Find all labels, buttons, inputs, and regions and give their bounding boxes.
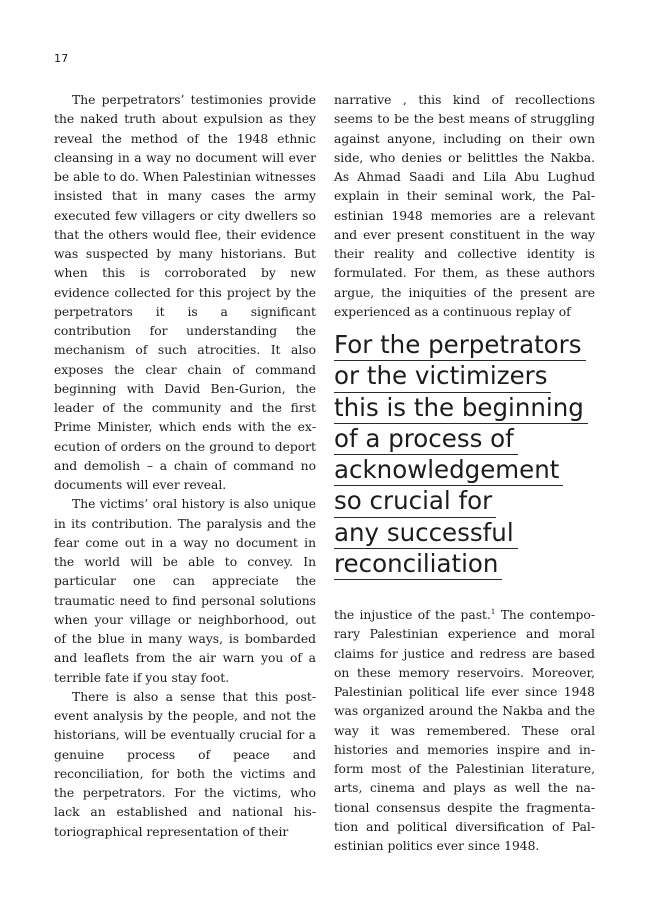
right-column-top (334, 91, 595, 322)
right-column-bottom (334, 606, 595, 856)
pull-quote-line: acknowledgement (334, 455, 563, 486)
pull-quote-line: For the perpetrators (334, 330, 586, 361)
paragraph-post-event-analysis: There is also a sense that this post-event analysis by the people, and not the historians, will be eventually crucial for a genuine process of peace and reconciliation, for both the victims and the perpetrators. For the victims, who lack an established and national historiographical representation of their (54, 689, 316, 839)
pull-quote-line: reconciliation (334, 549, 502, 580)
paragraph-victims-oral-history: The victims’ oral history is also unique in its contribution. The paralysis and the fear come out in a way no document in the world will be able to convey. In particular one can appreciate the traumatic need to find personal solutions when your village or neighborhood, out of the blue in many ways, is bombarded and leaflets from the air warn you of a terrible fate if you stay foot. (54, 497, 316, 685)
paragraph-perpetrators-testimonies: The perpetrators’ testimonies provide the naked truth about expulsion as they reveal the method of the 1948 ethnic cleansing in a way no document will ever be able to do. When Palestinian witnesses insisted that in many cases the army executed few villagers or city dwellers so that the others would flee, their evidence was suspected by many historians. But when this is corroborated by new evidence collected for this project by the perpetrators it is a significant contribution for understanding the mechanism of such atrocities. It also exposes the clear chain of command beginning with David Ben-Gurion, the leader of the community and the first Prime Minister, which ends with the execution of orders on the ground to deport and demolish – a chain of command no documents will ever reveal. (54, 93, 316, 492)
page-number: 17 (54, 52, 69, 65)
pull-quote (334, 330, 604, 580)
footnote-marker[interactable]: 1 (490, 608, 496, 616)
paragraph-text-rest: The contemporary Palestinian experience and moral claims for justice and redress are based on these memory reservoirs. Moreover, Palestinian political life ever since 1948 was organized around the Nakba and the way it was remembered. These oral histories and memories inspire and inform most of the Palestinian literature, arts, cinema and plays as well the national consensus despite the fragmentation and political diversification of Palestinian politics ever since 1948. (334, 608, 595, 853)
left-column (54, 91, 316, 842)
paragraph-injustice-of-the-past (334, 606, 595, 856)
pull-quote-line: so crucial for (334, 486, 496, 517)
paragraph-narrative-continuation: narrative , this kind of recollections seems to be the best means of struggling against anyone, including on their own side, who denies or belittles the Nakba. As Ahmad Saadi and Lila Abu Lughud explain in their seminal work, the Palestinian 1948 memories are a relevant and ever present constituent in the way their reality and collective identity is formulated. For them, as these authors argue, the iniquities of the present are experienced as a continuous replay of (334, 93, 595, 319)
paragraph-text-start: the injustice of the past. (334, 608, 491, 622)
pull-quote-line: this is the beginning (334, 393, 588, 424)
pull-quote-line: of a process of (334, 424, 518, 455)
pull-quote-line: or the victimizers (334, 361, 551, 392)
pull-quote-line: any successful (334, 518, 518, 549)
